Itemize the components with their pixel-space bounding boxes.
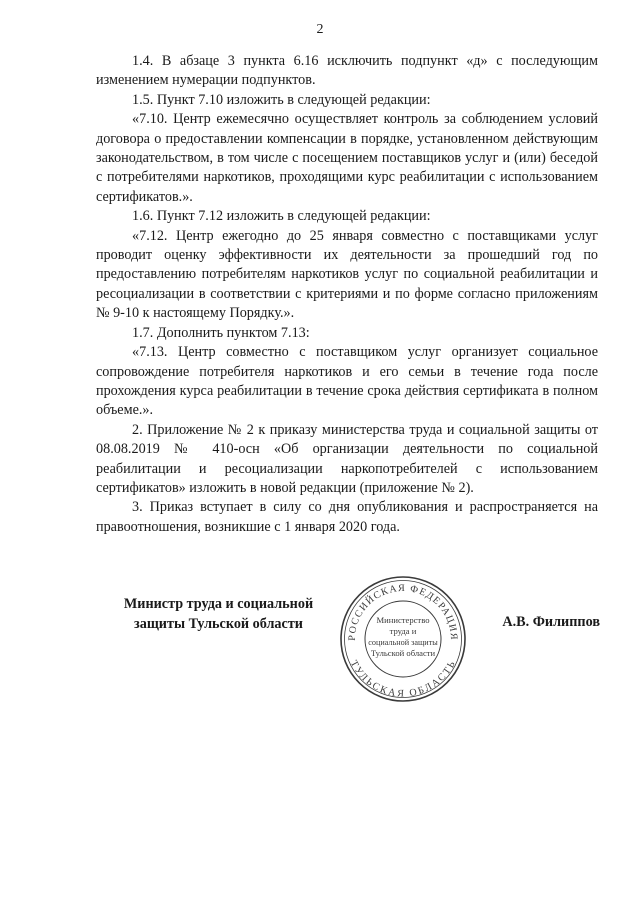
paragraph-3: 3. Приказ вступает в силу со дня опубликования и распространяется на правоотношения, возникшие с 1 января 2020 года.: [96, 499, 598, 535]
paragraph-1-5: 1.5. Пункт 7.10 изложить в следующей редакции:: [132, 91, 431, 108]
paragraph-1-4: 1.4. В абзаце 3 пункта 6.16 исключить подпункт «д» с последующим изменением нумерации подпунктов.: [96, 53, 598, 89]
seal-inner-line-2: труда и: [389, 626, 417, 636]
seal-inner-line-3: социальной защиты: [368, 638, 438, 647]
svg-text:ТУЛЬСКАЯ ОБЛАСТЬ: [348, 659, 458, 700]
official-seal-stamp: [338, 574, 468, 704]
signatory-name: А.В. Филиппов: [502, 614, 600, 630]
signature-block: [96, 582, 600, 712]
paragraph-7-12-text: «7.12. Центр ежегодно до 25 января совместно с поставщиками услуг проводит оценку эффективности их деятельности за прошедший год по предоставлению потребителям наркотиков услуг по социальной реабилитации и ресоциализации в соответствии с критериями и по форме согласно приложениям № 9-10 к настоящему Порядку.».: [96, 227, 598, 322]
paragraph-1-6: 1.6. Пункт 7.12 изложить в следующей редакции:: [132, 208, 431, 225]
seal-inner-line-1: Министерство: [376, 615, 430, 625]
seal-outer-top-text: РОССИЙСКАЯ ФЕДЕРАЦИЯ: [346, 582, 460, 641]
paragraph-2: 2. Приложение № 2 к приказу министерства труда и социальной защиты от 08.08.2019 № 410-осн «Об организации деятельности по социальной реабилитации и ресоциализации наркопотребителей с использованием сертификатов» изложить в новой редакции (приложение № 2).: [96, 421, 598, 496]
signatory-position-line-2: защиты Тульской области: [134, 616, 303, 632]
paragraph-7-13-text: «7.13. Центр совместно с поставщиком услуг организует социальное сопровождение потребителя наркотиков и его семьи в течение года после прохождения курса реабилитации в течение срока действия сертификата в полном объеме.».: [96, 344, 598, 419]
paragraph-7-10-text: «7.10. Центр ежемесячно осуществляет контроль за соблюдением условий договора о предоставлении компенсации в порядке, установленном действующим законодательством, в том числе с посещением поставщиков услуг и (или) беседой с потребителями наркотиков, проходящими курс реабилитации с использованием сертификатов.».: [96, 111, 598, 205]
page-number: 2: [316, 22, 324, 37]
seal-inner-line-4: Тульской области: [370, 648, 436, 658]
signatory-position-line-1: Министр труда и социальной: [123, 596, 314, 612]
document-body: [96, 52, 598, 537]
seal-outer-bottom-text: ТУЛЬСКАЯ ОБЛАСТЬ: [347, 658, 459, 700]
signatory-position: [116, 594, 321, 634]
paragraph-1-7: 1.7. Дополнить пунктом 7.13:: [132, 324, 310, 341]
